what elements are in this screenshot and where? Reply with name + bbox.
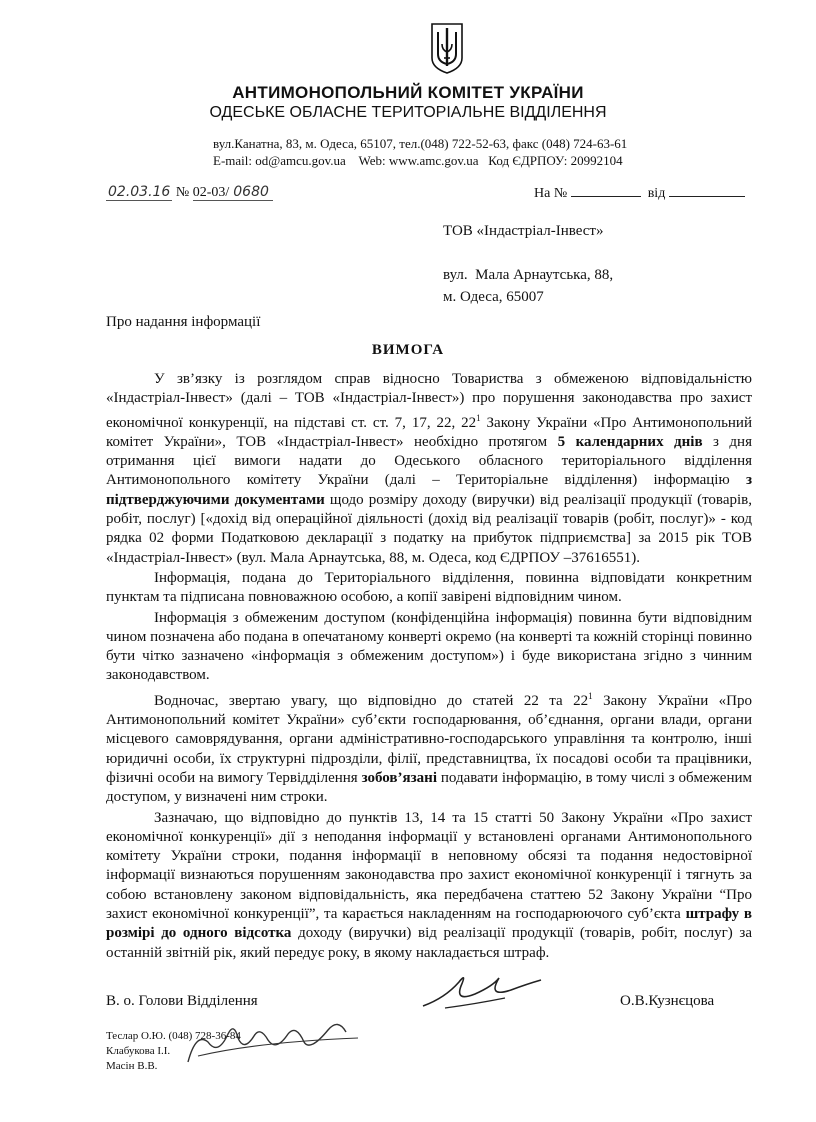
paragraph-2: Інформація, подана до Територіального відділення, повинна відповідати конкретним пунктам та підписана повноважною особою, а копії завірені відповідним чином. [106,569,752,606]
paragraph-1: У зв’язку із розглядом справ відносно Товариства з обмеженою відповідальністю «Індастріал-Інвест» (далі – ТОВ «Індастріал-Інвест») про порушення законодавства про захист економічної конкуренції, на підставі ст. ст. 7, 17, 22, $22^1$ Закону України «Про Антимонопольний комітет України», ТОВ «Індастріал-Інвест» необхідно протягом 5 календарних днів з дня отримання цієї вимоги надати до Одеського обласного територіального відділення Антимонопольного комітету України (далі – Територіальне відділення) інформацію з підтверджуючими документами щодо розміру доходу (виручки) від реалізації продукції (товарів, робіт, послуг) [«дохід від операційної діяльності (дохід від реалізації товарів (робіт, послуг)» - код рядка 02 форми Податковою декларації з податку на прибуток підприємства] за 2015 рік ТОВ «Індастріал-Інвест» (вул. Мала Арнаутська, 88, м. Одеса, код ЄДРПОУ –37616551). [106,371,752,566]
handwritten-signature [415,968,545,1013]
registration-number-sign: № [175,185,190,200]
paragraph-3: Інформація з обмеженим доступом (конфіденційна інформація) повинна бути відповідним чином позначена або подана в опечатаному конверті окремо (на конверті та кожній сторінці повинно бути чітко зазначено «інформація з обмеженим доступом») і буде використана згідно з чинним законодавством. [106,609,752,684]
letter-heading: ВИМОГА [371,342,445,358]
signatory-title: В. о. Голови Відділення [106,993,258,1009]
paragraph-5: Зазначаю, що відповідно до пунктів 13, 14 та 15 статті 50 Закону України «Про захист економічної конкуренції» дії з неподання інформації у встановлені органами Антимонопольного комітету України строки, подання інформації в неповному обсязі та подання недостовірної інформації визнаються порушенням законодавства про захист економічної конкуренції і тягнуть за собою встановлену законом відповідальність, яка передбачена статтею 52 Закону України “Про захист економічної конкуренції”, та карається накладенням на господарюючого суб’єкта штрафу в розмірі до одного відсотка доходу (виручки) від реалізації продукції (товарів, робіт, послуг) за останній звітній рік, який передує року, в якому накладається штраф. [106,809,753,961]
paragraph-4: Водночас, звертаю увагу, що відповідно до статей 22 та $22^1$ Закону України «Про Антимонопольний комітет України» суб’єкти господарювання, об’єднання, органи влади, органи місцевого самоврядування, органи адміністративно-господарського управління та контролю, інші юридичні особи, їх структурні підрозділи, філії, представництва, їх посадові особи та працівники, фізичні особи на вимогу Тервідділення зобов’язані подавати інформацію, в тому числі з обмеженим доступом, у визначені ним строки. [106,690,753,806]
executor-2: Клабукова І.І. [106,1045,171,1057]
reference-date-blank [669,184,745,197]
registration-number-handwritten: 0680 [229,184,273,201]
reference-from-label: від [647,186,666,201]
trident-emblem-icon [430,22,464,74]
registration-line [106,184,273,201]
signatory-name: О.В.Кузнєцова [620,993,715,1009]
letter-body [106,370,752,964]
org-subtitle: ОДЕСЬКЕ ОБЛАСНЕ ТЕРИТОРІАЛЬНЕ ВІДДІЛЕННЯ [209,104,607,121]
recipient-block [443,220,613,308]
recipient-city: м. Одеса, 65007 [443,289,544,305]
executor-3: Масін В.В. [106,1060,158,1072]
reference-line [534,184,745,202]
org-title: АНТИМОНОПОЛЬНИЙ КОМІТЕТ УКРАЇНИ [232,83,584,102]
letter-subject: Про надання інформації [106,314,261,330]
reference-label: На № [534,186,568,201]
contacts-block [213,135,627,169]
recipient-company: ТОВ «Індастріал-Інвест» [443,223,604,239]
email-line: E-mail: od@amcu.gov.ua Web: www.amc.gov.ua Код ЄДРПОУ: 20992104 [213,153,623,168]
registration-number-printed: 02-03/ [192,185,230,200]
address-line: вул.Канатна, 83, м. Одеса, 65107, тел.(048) 722-52-63, факс (048) 724-63-61 [213,136,628,151]
executors-list [106,1029,241,1074]
registration-date-handwritten: 02.03.16 [108,184,171,200]
executor-1: Теслар О.Ю. (048) 728-36-84 [106,1030,241,1042]
recipient-street: вул. Мала Арнаутська, 88, [443,267,614,283]
reference-number-blank [571,184,641,197]
